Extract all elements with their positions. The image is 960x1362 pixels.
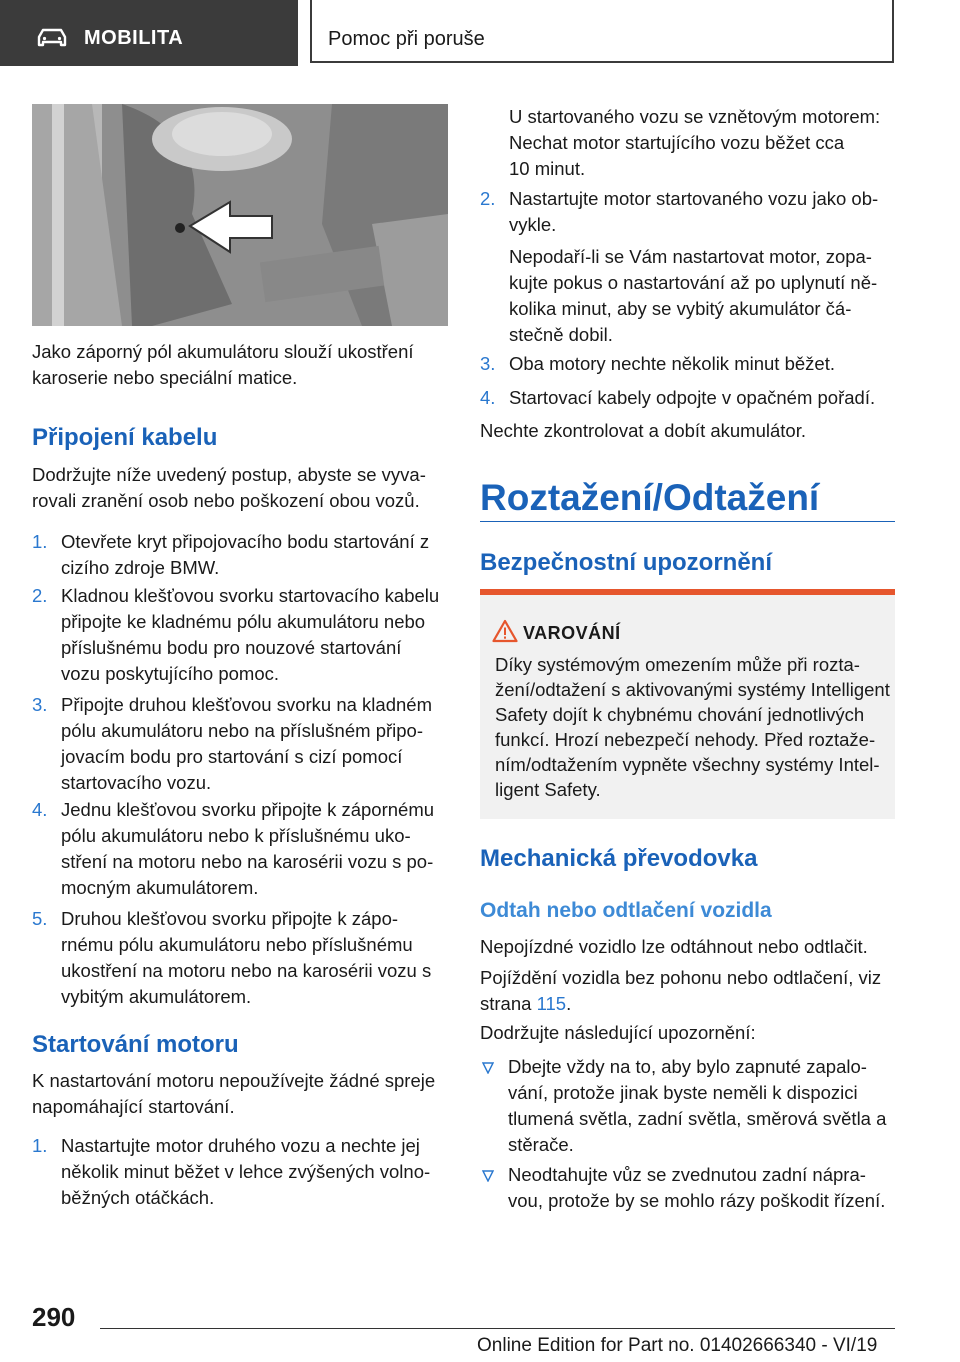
warning-box [480,589,895,819]
heading-tow-vehicle: Odtah nebo odtlačení vozidla [480,899,772,922]
edition-note: Online Edition for Part no. 01402666340 - VI/19 [477,1335,878,1356]
bullet-text [508,1162,885,1214]
intro-line: rovali zranění osob nebo poškození obou vozů. [32,490,420,511]
line: rnému pólu akumulátoru nebo příslušnému [61,934,413,955]
line: běžných otáčkách. [61,1187,215,1208]
step-text [61,797,434,901]
line: ním/odtažením vypněte všechny systémy Intel‐ [495,754,880,775]
after-text: Nechte zkontrolovat a dobít akumulátor. [480,420,806,441]
step-number: 2. [32,585,48,606]
page-title: Pomoc při poruše [328,28,485,50]
punctuation: . [566,993,572,1014]
intro-line: napomáhající startování. [32,1096,235,1117]
step-continuation [509,104,899,182]
line: vybitým akumulátorem. [61,986,252,1007]
start-intro [32,1068,448,1120]
car-icon [36,28,68,48]
section-title: MOBILITA [84,27,184,49]
warning-triangle-icon [492,619,518,643]
heading-towing-section: Roztažení/Odtažení [480,477,820,518]
step-number: 3. [32,694,48,715]
step-text [61,583,439,687]
line: Dbejte vždy na to, aby bylo zapnuté zapalo‐ [508,1056,867,1077]
line: vykle. [509,214,557,235]
line: 10 minut. [509,158,586,179]
step-text: Oba motory nechte několik minut běžet. [509,353,835,374]
line: cizího zdroje BMW. [61,557,220,578]
line: Druhou klešťovou svorku připojte k zápo‐ [61,908,399,929]
bullet-triangle-icon [482,1062,494,1074]
page-number: 290 [32,1302,76,1332]
line: kujte pokus o nastartování až po uplynutí ně‐ [509,272,878,293]
step-text [61,1133,430,1211]
line: Nastartujte motor druhého vozu a nechte jej [61,1135,420,1156]
line: jovacím bodu pro startování s cizí pomocí [61,746,403,767]
line: Jednu klešťovou svorku připojte k zápornému [61,799,435,820]
line: Připojte druhou klešťovou svorku na kladném [61,694,432,715]
line: Nastartujte motor startovaného vozu jako ob‐ [509,188,879,209]
step-text: Startovací kabely odpojte v opačném pořadí. [509,387,876,408]
intro-line: Dodržujte níže uvedený postup, abyste se vyva‐ [32,464,426,485]
page-header [310,0,894,63]
bullet-text [508,1054,886,1158]
heading-start: Startování motoru [32,1031,239,1058]
step-text [61,906,431,1010]
line: tlumená světla, zadní světla, směrová světla a [508,1108,887,1129]
line: Kladnou klešťovou svorku startovacího kabelu [61,585,440,606]
line: stření na motoru nebo na karosérii vozu s po‐ [61,851,434,872]
line: vou, protože by se mohlo rázy poškodit řízení. [508,1190,886,1211]
caption-line: karoserie nebo speciální matice. [32,367,298,388]
line: pólu akumulátoru nebo na příslušném připo‐ [61,720,423,741]
line: Pojíždění vozidla bez pohonu nebo odtlačení, viz [480,967,882,988]
step-note [509,244,899,348]
line: Otevřete kryt připojovacího bodu startování z [61,531,430,552]
line: příslušnému bodu pro nouzové startování [61,637,402,658]
section-tab [0,0,298,66]
step-text [61,529,429,581]
line: vozu poskytujícího pomoc. [61,663,279,684]
tow-notes-intro: Dodržujte následující upozornění: [480,1022,756,1043]
heading-manual-gearbox: Mechanická převodovka [480,845,758,872]
warning-text [495,652,890,802]
tow-paragraph: Nepojízdné vozidlo lze odtáhnout nebo odtlačit. [480,936,868,957]
heading-rule [480,521,895,522]
engine-bay-photo [32,104,448,326]
line: Nepodaří-li se Vám nastartovat motor, zopa‐ [509,246,872,267]
step-number: 1. [32,531,48,552]
line: ligent Safety. [495,779,601,800]
step-text [509,186,878,238]
line: pólu akumulátoru nebo k příslušnému uko‐ [61,825,411,846]
step-number: 5. [32,908,48,929]
step-number: 2. [480,188,496,209]
warning-heading: VAROVÁNÍ [523,623,621,643]
intro-line: K nastartování motoru nepoužívejte žádné spreje [32,1070,436,1091]
line: stěrače. [508,1134,574,1155]
bullet-triangle-icon [482,1170,494,1182]
page-link[interactable]: 115 [536,993,567,1014]
line: několik minut běžet v lehce zvýšených volno‐ [61,1161,431,1182]
line: vání, protože jinak byste neměli k dispozici [508,1082,858,1103]
step-number: 4. [32,799,48,820]
caption-line: Jako záporný pól akumulátoru slouží ukostření [32,341,414,362]
heading-safety: Bezpečnostní upozornění [480,549,773,576]
line: Neodtahujte vůz se zvednutou zadní nápra‐ [508,1164,866,1185]
step-number: 1. [32,1135,48,1156]
line: funkcí. Hrozí nebezpečí nehody. Před roztaže‐ [495,729,876,750]
engine-bay-illustration [32,104,448,326]
cable-intro [32,462,448,514]
step-text [61,692,432,796]
line: strana [480,993,537,1014]
line: Nechat motor startujícího vozu běžet cca [509,132,845,153]
heading-cable: Připojení kabelu [32,424,218,451]
step-number: 4. [480,387,496,408]
footer-rule [100,1328,895,1329]
line: mocným akumulátorem. [61,877,259,898]
line: U startovaného vozu se vznětovým motorem: [509,106,881,127]
tow-reference [480,965,896,1017]
step-number: 3. [480,353,496,374]
line: kolika minut, aby se vybitý akumulátor čá‐ [509,298,852,319]
line: Díky systémovým omezením může při rozta‐ [495,654,860,675]
line: připojte ke kladnému pólu akumulátoru nebo [61,611,426,632]
line: startovacího vozu. [61,772,212,793]
photo-caption [32,339,448,391]
line: stečně dobil. [509,324,613,345]
line: Safety dojít k chybnému chování jednotlivých [495,704,865,725]
line: ukostření na motoru nebo na karosérii vozu s [61,960,432,981]
line: žení/odtažení s aktivovanými systémy Intelligent [495,679,890,700]
